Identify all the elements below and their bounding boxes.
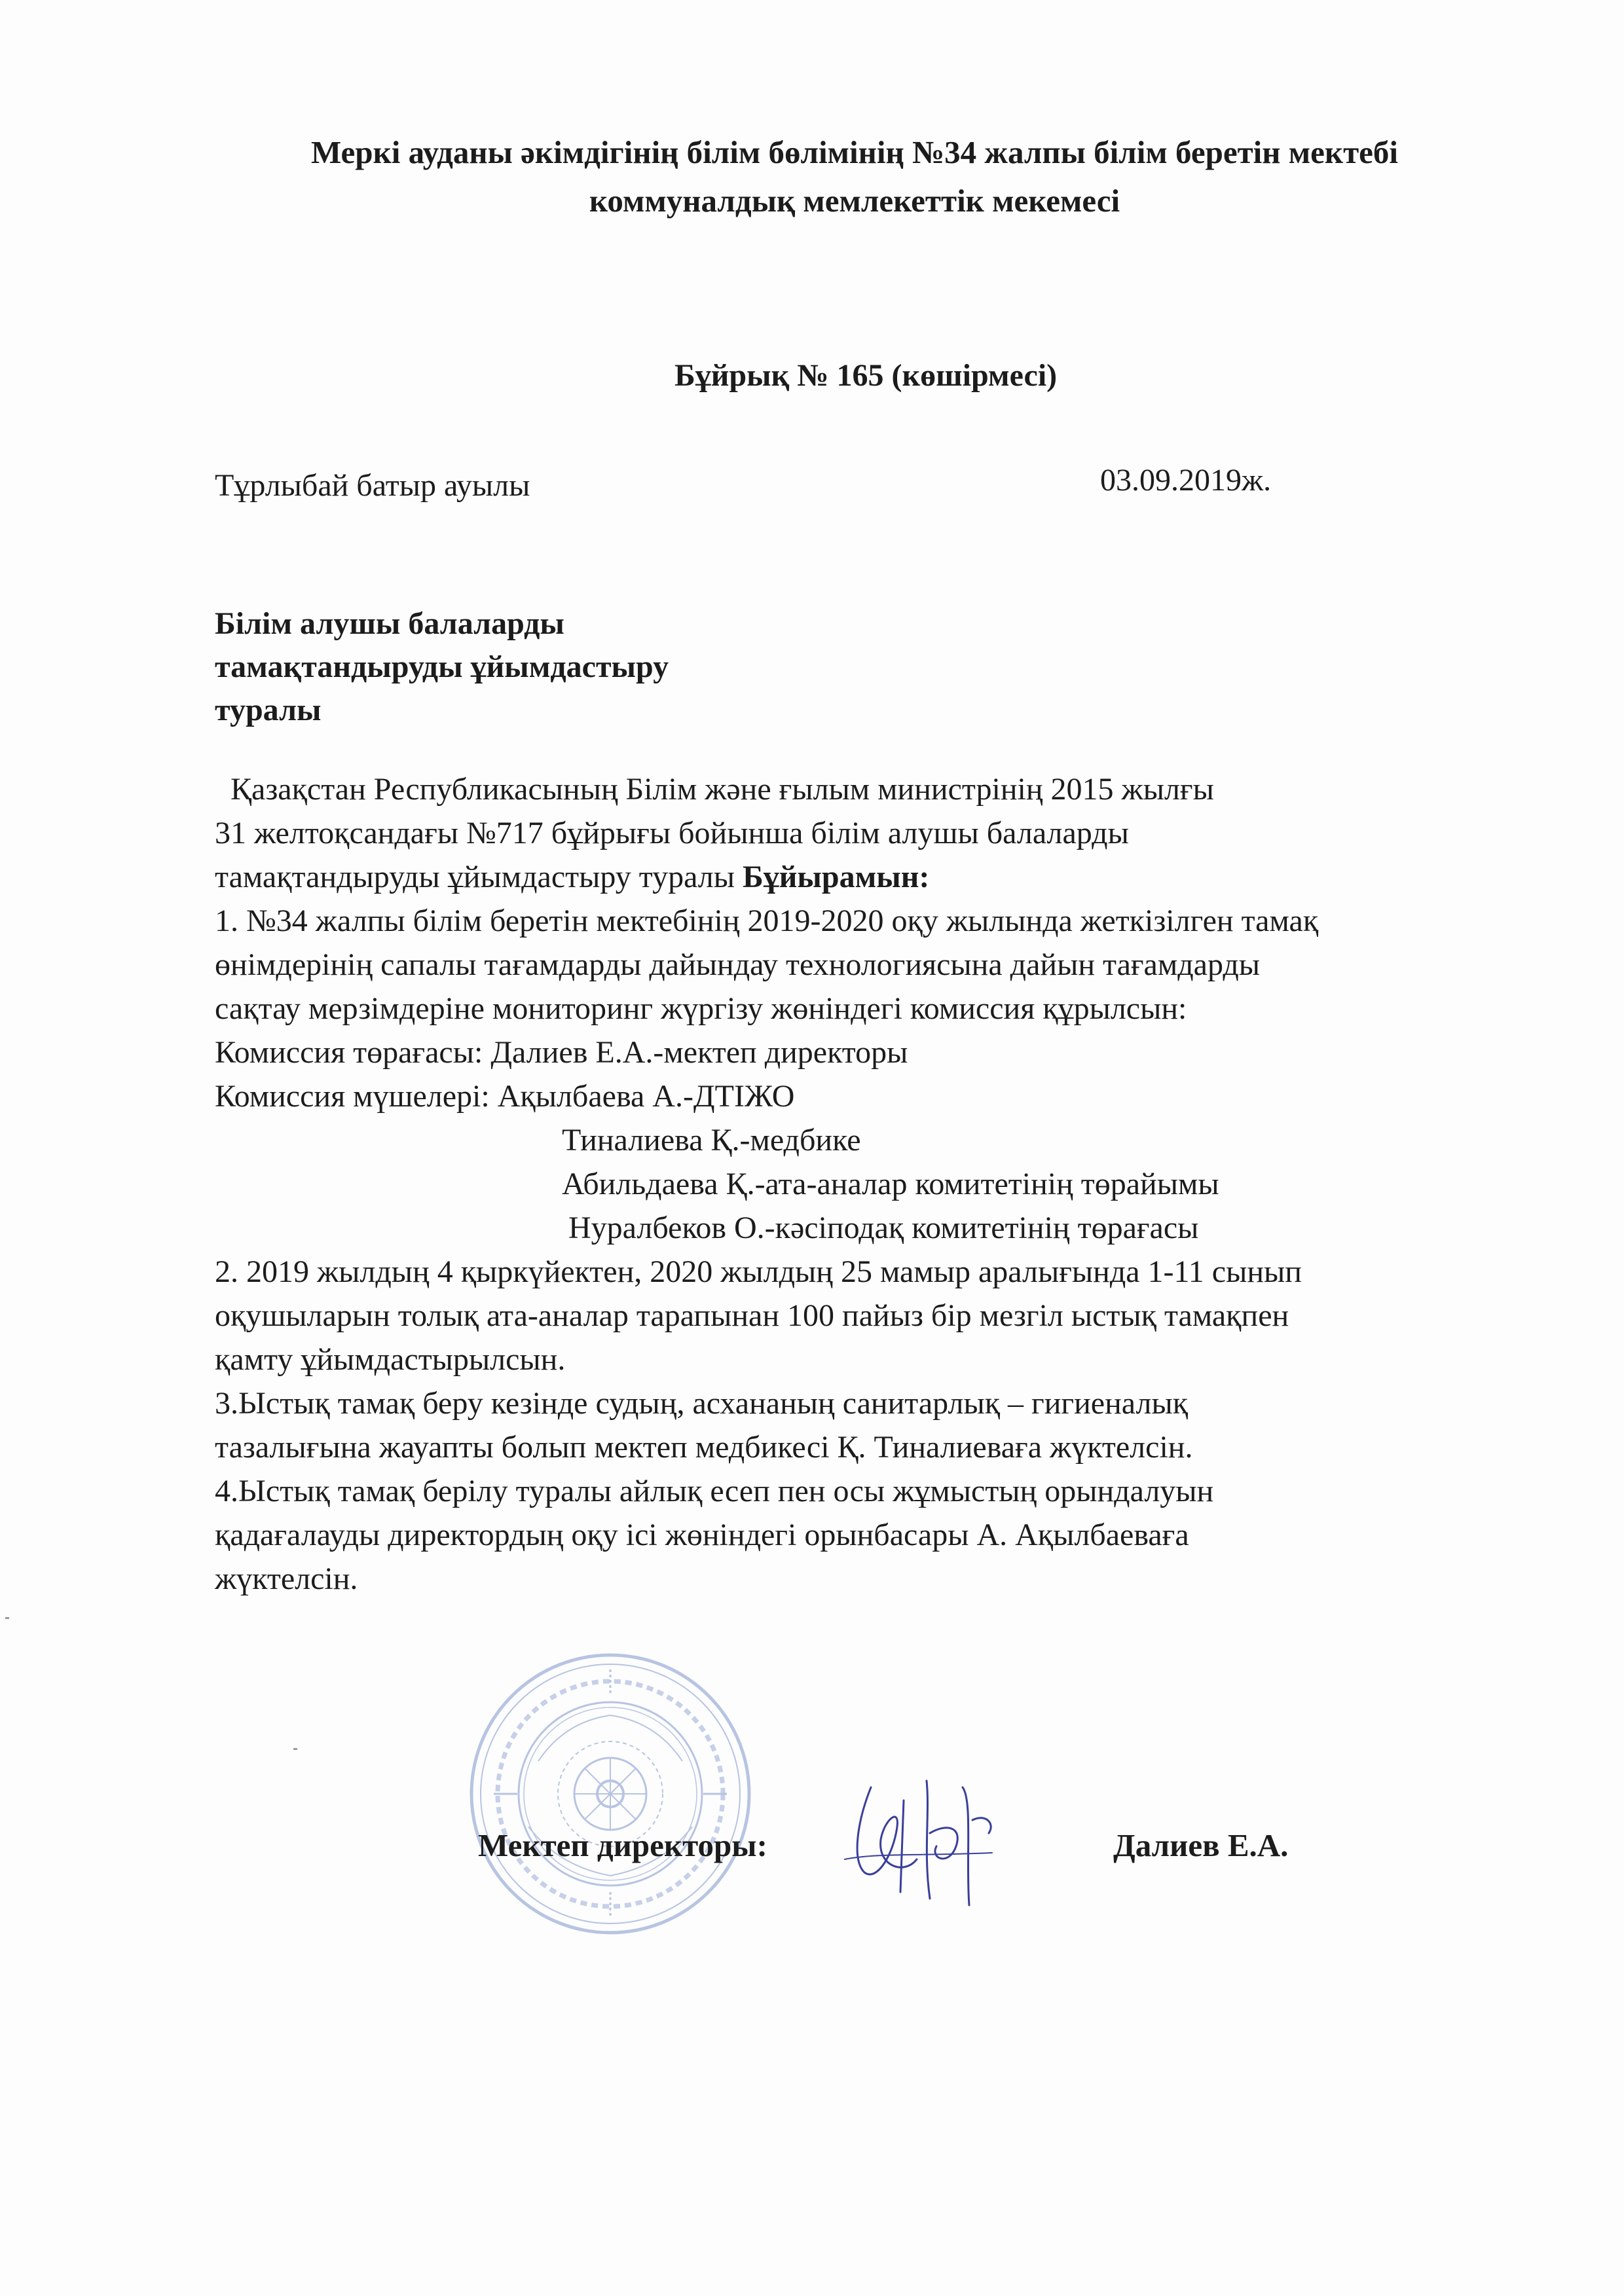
place-name: Тұрлыбай батыр ауылы [215,468,530,503]
order-title: Бұйрық № 165 (көшірмесі) [674,358,1058,393]
paragraph1-line2: өнімдерінің сапалы тағамдарды дайындау технологиясына дайын тағамдарды [215,947,1260,982]
commission-member: Нуралбеков О.-кәсіподақ комитетінің төрағасы [568,1211,1199,1245]
institution-header [196,128,1513,225]
paragraph3-line2: тазалығына жауапты болып мектеп медбикесі Қ. Тиналиеваға жүктелсін. [215,1430,1193,1465]
handwritten-signature [832,1761,1002,1912]
commission-member: Тиналиева Қ.-медбике [562,1123,861,1157]
director-name: Далиев Е.А. [1113,1827,1289,1863]
paragraph1-line1: 1. №34 жалпы білім беретін мектебінің 2019-2020 оқу жылында жеткізілген тамақ [215,903,1319,938]
paragraph3-line1: 3.Ыстық тамақ беру кезінде судың, асхананың санитарлық – гигиеналық [215,1386,1189,1421]
subject-line2: тамақтандыруды ұйымдастыру [215,649,669,684]
paragraph4-line2: қадағалауды директордың оқу ісі жөніндегі орынбасары А. Ақылбаеваға [215,1518,1189,1552]
paragraph4-line3: жүктелсін. [215,1561,358,1596]
paragraph2-line1: 2. 2019 жылдың 4 қыркүйектен, 2020 жылдың 25 мамыр аралығында 1-11 сынып [215,1254,1302,1289]
paragraph2-line2: оқушыларын толық ата-аналар тарапынан 100 пайыз бір мезгіл ыстық тамақпен [215,1298,1289,1333]
order-date: 03.09.2019ж. [1100,463,1272,498]
order-subject [215,602,669,732]
paragraph4-line1: 4.Ыстық тамақ берілу туралы айлық есеп пен осы жұмыстың орындалуын [215,1474,1214,1508]
official-stamp [466,1650,754,1938]
subject-line1: Білім алушы балаларды [215,606,564,641]
intro-line3-text: тамақтандыруды ұйымдастыру туралы [215,860,743,894]
paragraph2-line3: қамту ұйымдастырылсын. [215,1342,566,1377]
signature-label: Мектеп директоры: [478,1827,767,1863]
institution-header-line2: коммуналдық мемлекеттік мекемесі [589,183,1120,219]
intro-line2: 31 желтоқсандағы №717 бұйрығы бойынша білім алушы балаларды [215,816,1129,850]
commission-member: Абильдаева Қ.-ата-аналар комитетінің төрайымы [562,1167,1219,1201]
intro-line3 [215,855,1564,899]
subject-line3: туралы [215,693,322,727]
commission-members-label: Комиссия мүшелері: Ақылбаева А.-ДТІЖО [215,1079,795,1114]
commission-chair: Комиссия төрағасы: Далиев Е.А.-мектеп директоры [215,1035,908,1070]
paragraph1-line3: сақтау мерзімдеріне мониторинг жүргізу жөніндегі комиссия құрылсын: [215,991,1187,1026]
institution-header-line1: Меркі ауданы әкімдігінің білім бөлімінің №34 жалпы білім беретін мектебі [310,134,1399,170]
intro-line1: Қазақстан Республикасының Білім және ғылым министрінің 2015 жылғы [231,772,1214,807]
scan-speck [5,1617,9,1619]
order-verb: Бұйырамын: [743,860,930,894]
order-body [215,767,1564,1601]
scan-speck [293,1748,297,1750]
